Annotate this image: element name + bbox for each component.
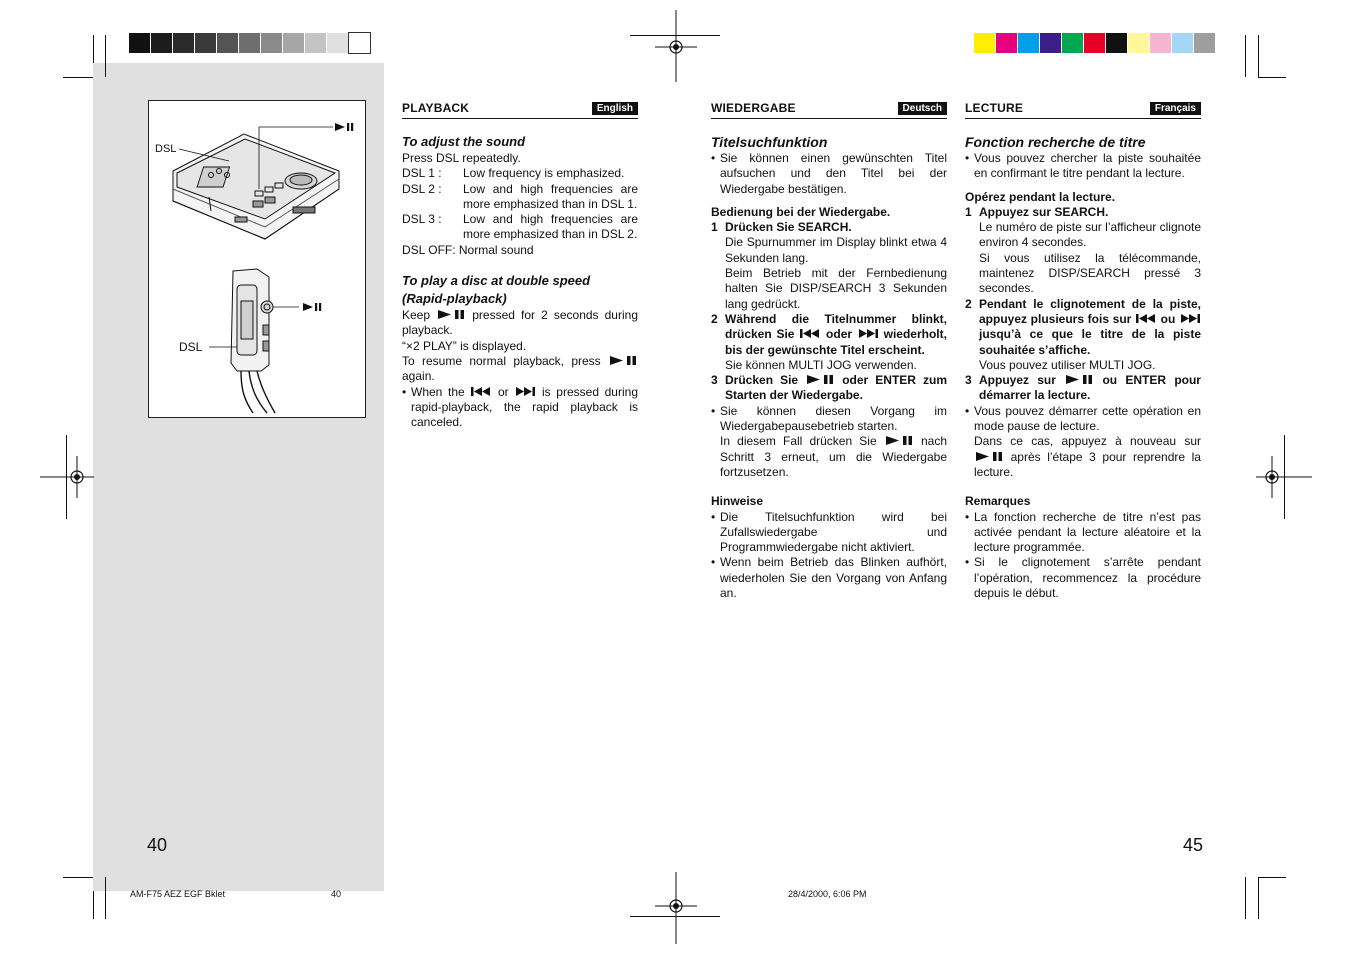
language-badge: Français	[1150, 102, 1201, 115]
language-badge: Deutsch	[898, 102, 947, 115]
subheading: Bedienung bei der Wiedergabe.	[711, 204, 891, 219]
play-pause-icon	[335, 123, 353, 131]
step-3: 3 Appuyez sur ou ENTER pour démarrer la lecture.	[965, 373, 1201, 403]
bullet-item: • Sie können diesen Vorgang im Wiedergabepausebetrieb starten.	[711, 403, 947, 434]
bullet-item: • Wenn beim Betrieb das Blinken aufhört, wiederholen Sie den Vorgang von Anfang an.	[711, 555, 947, 601]
color-swatch	[1194, 33, 1215, 53]
section-header-deutsch	[711, 98, 947, 119]
color-swatch	[129, 33, 150, 53]
page-number-right: 45	[1183, 835, 1204, 855]
bullet-item: • Vous pouvez chercher la piste souhaitée en confirmant le titre pendant la lecture.	[965, 151, 1201, 181]
section-title: WIEDERGABE	[711, 101, 796, 115]
play-pause-icon	[884, 435, 914, 446]
heading-rapid-playback: To play a disc at double speed (Rapid-playback)	[402, 273, 591, 307]
section-title: LECTURE	[965, 101, 1024, 115]
registration-mark-right	[1256, 456, 1312, 498]
play-pause-icon	[1064, 374, 1094, 385]
color-swatch	[217, 33, 238, 53]
color-swatch	[1062, 33, 1083, 53]
registration-mark-top	[655, 10, 697, 82]
dsl-mode-description: Low and high frequencies are more emphasized than in DSL 1.	[463, 181, 638, 211]
skip-forward-icon	[857, 328, 879, 339]
color-swatch	[1084, 33, 1105, 53]
color-swatch	[349, 33, 370, 53]
bullet-item: • Die Titelsuchfunktion wird bei Zufallswiedergabe und Programmwiedergabe nicht aktiviert.	[711, 509, 947, 555]
bullet-item: • When the or is pressed during rapid-playback, the rapid playback is canceled.	[402, 384, 638, 430]
color-swatch	[261, 33, 282, 53]
paragraph: In diesem Fall drücken Sie nach Schritt 3 erneut, um die Wiedergabe fortzusetzen.	[720, 434, 947, 479]
play-pause-icon	[303, 303, 321, 311]
play-pause-icon	[805, 374, 835, 385]
figure-label-dsl-top: DSL	[155, 143, 177, 155]
francais-column	[965, 133, 1201, 601]
color-swatch	[974, 33, 995, 53]
bullet-item: • Vous pouvez démarrer cette opération en mode pause de lecture.	[965, 403, 1201, 434]
dsl-mode-key: DSL 2 :	[402, 181, 442, 196]
skip-back-icon	[1135, 313, 1157, 324]
color-swatch	[151, 33, 172, 53]
color-swatch	[1018, 33, 1039, 53]
color-swatch	[1172, 33, 1193, 53]
footer-file-name: AM-F75 AEZ EGF Bklet	[130, 889, 226, 899]
dsl-mode-row	[402, 182, 638, 213]
bullet-item: • La fonction recherche de titre n’est pas activée pendant la lecture aléatoire et la lecture programmée.	[965, 509, 1201, 555]
skip-forward-icon	[1179, 313, 1201, 324]
color-swatch	[239, 33, 260, 53]
registration-mark-left	[40, 456, 94, 498]
paragraph: Press DSL repeatedly.	[402, 151, 521, 165]
paragraph: “×2 PLAY” is displayed.	[402, 338, 527, 353]
step-1: 1 Appuyez sur SEARCH.	[965, 204, 1109, 219]
step-2: 2 Während die Titelnummer blinkt, drücken Sie oder wiederholt, bis der gewünschte Titel erscheint.	[711, 311, 947, 357]
section-header-francais	[965, 98, 1201, 119]
color-swatch	[327, 33, 348, 53]
color-swatch	[173, 33, 194, 53]
grayscale-color-bar	[129, 33, 371, 53]
process-color-bar	[974, 33, 1216, 53]
paragraph: Vous pouvez utiliser MULTI JOG.	[979, 357, 1156, 372]
paragraph: Beim Betrieb mit der Fernbedienung halten Sie DISP/SEARCH 3 Sekunden lang gedrückt.	[725, 266, 947, 311]
dsl-mode-key: DSL 1 :	[402, 166, 442, 181]
paragraph: DSL OFF: Normal sound	[402, 242, 534, 257]
language-badge: English	[592, 102, 638, 115]
notes-heading: Remarques	[965, 494, 1031, 509]
heading-title-search: Titelsuchfunktion	[711, 134, 828, 150]
page-number-left: 40	[147, 835, 168, 855]
device-illustration	[148, 100, 366, 418]
section-header-english	[402, 98, 638, 119]
dsl-mode-key: DSL 3 :	[402, 212, 442, 227]
color-swatch	[1150, 33, 1171, 53]
bullet-item: • Si le clignotement s’arrête pendant l’opération, recommencez la procédure depuis le début.	[965, 555, 1201, 601]
deutsch-column	[711, 133, 947, 601]
step-3: 3 Drücken Sie oder ENTER zum Starten der Wiedergabe.	[711, 373, 947, 403]
play-pause-icon	[436, 309, 466, 320]
dsl-mode-row	[402, 166, 638, 181]
step-1: 1 Drücken Sie SEARCH.	[711, 220, 852, 235]
subheading: Opérez pendant la lecture.	[965, 189, 1116, 204]
paragraph: Sie können MULTI JOG verwenden.	[725, 357, 917, 372]
minidisc-player-drawing	[149, 101, 365, 417]
color-swatch	[1040, 33, 1061, 53]
heading-title-search: Fonction recherche de titre	[965, 134, 1146, 150]
dsl-mode-description: Low and high frequencies are more emphasized than in DSL 2.	[463, 212, 638, 242]
paragraph: To resume normal playback, press again.	[402, 354, 638, 385]
play-pause-icon	[974, 451, 1004, 462]
color-swatch	[996, 33, 1017, 53]
notes-heading: Hinweise	[711, 494, 764, 509]
registration-mark-bottom	[655, 872, 697, 944]
paragraph: Le numéro de piste sur l’afficheur clignote environ 4 secondes.	[979, 220, 1201, 250]
paragraph: Dans ce cas, appuyez à nouveau sur après l’étape 3 pour reprendre la lecture.	[974, 434, 1201, 479]
color-swatch	[283, 33, 304, 53]
paragraph: Die Spurnummer im Display blinkt etwa 4 Sekunden lang.	[725, 235, 947, 265]
skip-forward-icon	[514, 386, 536, 397]
color-swatch	[1128, 33, 1149, 53]
heading-adjust-sound: To adjust the sound	[402, 134, 526, 149]
step-2: 2 Pendant le clignotement de la piste, appuyez plusieurs fois sur ou jusqu’à ce que le titre de la piste souhaitée s’affiche.	[965, 296, 1201, 357]
figure-label-dsl-bottom: DSL	[179, 340, 203, 354]
skip-back-icon	[799, 328, 821, 339]
bullet-item: • Sie können einen gewünschten Titel aufsuchen und den Titel bei der Wiedergabe bestätigen.	[711, 151, 947, 196]
footer-sheet-number: 40	[331, 889, 342, 899]
dsl-mode-row	[402, 212, 638, 243]
dsl-mode-list	[402, 166, 638, 242]
section-title: PLAYBACK	[402, 101, 470, 115]
english-column	[402, 133, 638, 430]
color-swatch	[195, 33, 216, 53]
paragraph: Keep pressed for 2 seconds during playback.	[402, 308, 638, 338]
color-swatch	[1106, 33, 1127, 53]
paragraph: Si vous utilisez la télécommande, maintenez DISP/SEARCH pressé 3 secondes.	[979, 250, 1201, 296]
play-pause-icon	[608, 355, 638, 366]
skip-back-icon	[470, 386, 492, 397]
dsl-mode-description: Low frequency is emphasized.	[463, 166, 625, 181]
footer-timestamp: 28/4/2000, 6:06 PM	[788, 889, 867, 899]
color-swatch	[305, 33, 326, 53]
